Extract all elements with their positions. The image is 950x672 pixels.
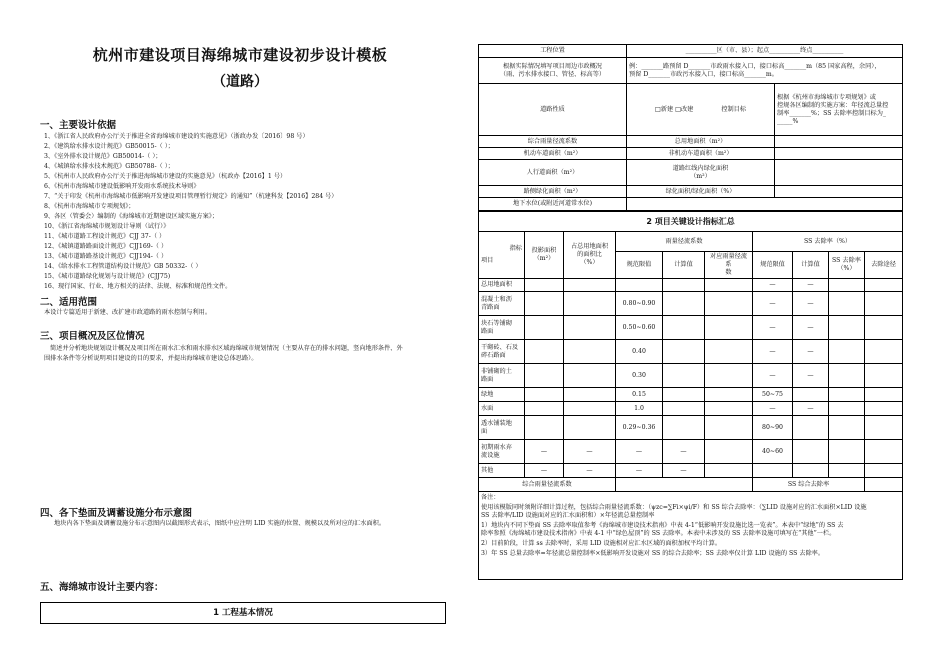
cell-dash: —	[564, 440, 616, 464]
row-label: 总用地面积	[479, 279, 525, 292]
col-item-bottom: 项目	[481, 257, 494, 264]
total-area-value[interactable]	[775, 136, 903, 148]
notes-line: 3）年 SS 总量去除率=年径流总量控制率×低影响开发设施对 SS 的综合去除率；SS 去除率仅计算 LID 设施的 SS 去除率。	[481, 550, 825, 557]
col-runoff-weight-line1: 对应雨量径流系	[709, 253, 748, 268]
green-in-redline-line1: 道路红线内绿化面积	[672, 164, 729, 172]
target-line4: _____%	[777, 117, 799, 125]
table-row	[479, 340, 903, 364]
basis-value	[627, 58, 903, 84]
row-label-line1: 块石等铺砌	[481, 319, 512, 327]
cell-ss-calc	[793, 388, 829, 402]
cell[interactable]	[525, 416, 564, 440]
sidewalk-area-label: 人行道面积（m²）	[479, 160, 627, 186]
groundwater-value[interactable]	[627, 198, 903, 211]
cell[interactable]	[705, 416, 753, 440]
col-ratio-line1: 占总用地面积	[570, 243, 609, 250]
cell[interactable]	[865, 316, 903, 340]
cell[interactable]	[564, 402, 616, 416]
row-label-line2: 碎石路面	[481, 351, 506, 359]
motor-lane-area-label: 机动车道面积（m²）	[479, 148, 627, 160]
cell[interactable]	[865, 440, 903, 464]
col-item	[479, 232, 525, 279]
basic-info-box: 1 工程基本情况	[40, 602, 446, 624]
table-row	[479, 292, 903, 316]
cell[interactable]	[564, 279, 616, 292]
location-value: __________区（市、县）；起点__________终点__________	[627, 45, 903, 58]
cell-ss-norm: 50~75	[753, 388, 793, 402]
non-motor-lane-area-value[interactable]	[775, 148, 903, 160]
cell[interactable]	[705, 340, 753, 364]
cell-dash: —	[525, 440, 564, 464]
cell[interactable]	[705, 316, 753, 340]
cell[interactable]	[829, 279, 865, 292]
row-label-line2: 路面	[481, 375, 494, 383]
col-ratio	[564, 232, 616, 279]
section-heading-2: 二、适用范围	[40, 297, 98, 308]
notes-line: 备注：	[481, 494, 500, 501]
col-ss-weight-line2: （%）	[837, 265, 856, 272]
cell[interactable]	[525, 292, 564, 316]
cell[interactable]	[865, 292, 903, 316]
scope-paragraph: 本设计专篇适用于新建、改扩建市政道路的雨水控制与利用。	[44, 309, 212, 316]
reference-item: 9、各区（管委会）编制的《海绵城市近期建设区域实施方案》；	[44, 213, 219, 220]
total-area-label: 总用地面积（m²）	[627, 136, 775, 148]
cell[interactable]	[663, 416, 705, 440]
cell[interactable]	[829, 364, 865, 388]
cell[interactable]	[865, 364, 903, 388]
col-ratio-line2: 的面积比	[577, 251, 602, 258]
cell-ss-calc: —	[793, 292, 829, 316]
cell-ss-norm	[753, 464, 793, 478]
col-ss-weight-line1: SS 去除率	[832, 257, 861, 264]
cell[interactable]	[865, 279, 903, 292]
col-runoff-norm: 规范限值	[616, 252, 663, 279]
reference-item: 5、《杭州市人民政府办公厅关于推进海绵城市建设的实施意见》（杭政办【2016】1 号）	[44, 173, 287, 180]
row-label-line2: 面	[481, 427, 488, 435]
doc-subtitle: （道路）	[212, 74, 268, 90]
runoff-coef-label: 综合雨量径流系数	[479, 136, 627, 148]
right-column	[478, 44, 902, 580]
cell[interactable]	[663, 364, 705, 388]
notes-line: 1）地块内不同下垫面 SS 去除率取值参考《海绵城市建设技术指南》中表 4-1“低影响开发设施比选一览表”。本表中“绿地”的 SS 去	[481, 522, 844, 529]
cell-ss-calc: —	[793, 364, 829, 388]
cell-ss-norm: 80~90	[753, 416, 793, 440]
cell[interactable]	[829, 464, 865, 478]
cell-ss-calc	[793, 416, 829, 440]
section-heading-4: 四、各下垫面及调蓄设施分布示意图	[40, 508, 193, 519]
table-row	[479, 388, 903, 402]
overview-paragraph-line1: 简述并分析地块规划设计概况及项目所在雨水汇水和雨水排水区域海绵城市规划情况（主要从存在的排水问题，竖向地形条件、外	[50, 345, 403, 352]
cell[interactable]	[865, 340, 903, 364]
row-label	[479, 292, 525, 316]
col-ratio-line3: （%）	[580, 259, 599, 266]
cell[interactable]	[865, 416, 903, 440]
cell-ss-norm: —	[753, 340, 793, 364]
reference-item: 11、《城市道路工程设计规范》CJJ 37-（ ）	[44, 233, 166, 240]
section-heading-1: 一、主要设计依据	[40, 120, 117, 131]
green-ratio-label: 绿化面积/绿化面积（%）	[627, 186, 775, 198]
col-runoff-calc: 计算值	[663, 252, 705, 279]
section-heading-5: 五、海绵城市设计主要内容：	[40, 582, 164, 593]
cell[interactable]	[829, 402, 865, 416]
col-area-line2: （m²）	[533, 255, 555, 262]
row-label-line1: 混凝土和沥	[481, 295, 512, 303]
cell-runoff-norm: 0.50~0.60	[616, 316, 663, 340]
cell-ss-norm: —	[753, 402, 793, 416]
table-row	[479, 364, 903, 388]
roadside-green-label: 路侧绿化面积（m²）	[479, 186, 627, 198]
cell-dash: —	[564, 464, 616, 478]
col-runoff-group: 雨量径流系数	[616, 232, 753, 252]
reference-item: 13、《城市道路路基设计规范》CJJ194-（ ）	[44, 253, 168, 260]
cell[interactable]	[829, 292, 865, 316]
cell[interactable]	[663, 292, 705, 316]
row-label	[479, 316, 525, 340]
cell[interactable]	[705, 402, 753, 416]
notes-line: 除率参照《海绵城市建设技术指南》中表 4-1 中“绿色屋顶”的 SS 去除率。本表中未涉及的 SS 去除率设施可填写在“其他”一栏。	[481, 530, 836, 537]
cell-ss-calc: —	[793, 402, 829, 416]
basic-info-table	[478, 44, 903, 211]
reference-item: 4、《城镇给水排水技术规范》GB50788-（ ）；	[44, 163, 174, 170]
notes-line: 2）目前阶段，计算 ss 去除率时，采用 LID 设施相对应汇水区域的面积加权平均计算。	[481, 540, 722, 547]
road-type-value	[627, 84, 775, 136]
cell-ss-norm: —	[753, 292, 793, 316]
cell-runoff-norm: —	[616, 440, 663, 464]
cell-ss-norm: —	[753, 364, 793, 388]
cell-ss-norm: —	[753, 316, 793, 340]
cell[interactable]	[865, 464, 903, 478]
row-label	[479, 440, 525, 464]
row-label-line2: 路面	[481, 327, 494, 335]
cell[interactable]	[829, 316, 865, 340]
cell[interactable]	[564, 416, 616, 440]
basis-label-line1: 根据实际情况填写项目周边市政概况	[503, 62, 602, 70]
overview-paragraph-line2: 围排水条件等分析说明项目建设的目的要求，并提出海绵城市建设总体思路）。	[44, 355, 258, 362]
cell[interactable]	[705, 292, 753, 316]
table-row-total	[479, 478, 903, 492]
cell[interactable]	[525, 364, 564, 388]
cell[interactable]	[829, 416, 865, 440]
cell[interactable]	[564, 340, 616, 364]
cell-ss-calc: —	[793, 340, 829, 364]
row-label-line2: 青路面	[481, 303, 500, 311]
total-runoff-value[interactable]	[616, 478, 753, 492]
cell[interactable]	[663, 388, 705, 402]
notes-line: SS 去除率/LID 设施面对应的汇水面积和）×年径流总量控制率	[481, 512, 655, 519]
col-ss-weight	[829, 252, 865, 279]
reference-item: 3、《室外排水设计规范》GB50014-（ ）；	[44, 153, 162, 160]
design-indicator-table	[478, 211, 903, 580]
reference-item: 15、《城市道路绿化规划与设计规范》(CJJ75)	[44, 273, 171, 280]
notes-line: 使用该模版同时须附详细计算过程，包括综合雨量径流系数：（ψzc=∑Fi×ψi/F）和 SS 综合去除率：（∑LID 设施对应的汇水面积×LID 设施	[481, 504, 867, 511]
col-ss-norm: 规范限值	[753, 252, 793, 279]
row-label: 其他	[479, 464, 525, 478]
cell[interactable]	[564, 364, 616, 388]
cell[interactable]	[525, 402, 564, 416]
col-area-line1: 投影面积	[531, 247, 557, 254]
cell-runoff-norm: 0.29~0.36	[616, 416, 663, 440]
col-item-top: 指标	[509, 245, 522, 252]
control-target-label: 控制目标	[721, 105, 747, 113]
row-label-line1: 干砌砖、石及	[481, 343, 519, 351]
basis-value-line1: 例：_______路预留 D_______市政雨水接入口，接口标高_______m（85 国家高程，余同），	[629, 62, 881, 70]
col-area	[525, 232, 564, 279]
cell-ss-calc	[793, 440, 829, 464]
col-runoff-weight-line2: 数	[725, 269, 732, 276]
cell[interactable]	[663, 340, 705, 364]
cell-dash: —	[663, 464, 705, 478]
reference-item: 7、“关于印发《杭州市海绵城市低影响开发建设项目管理暂行规定》的通知”（杭建科发【2016】284 号）	[44, 193, 338, 200]
reference-item: 10、《浙江省海绵城市规划设计导则（试行）》	[44, 223, 170, 230]
cell[interactable]	[705, 464, 753, 478]
reference-item: 8、《杭州市海绵城市专项规划》；	[44, 203, 135, 210]
table-row	[479, 440, 903, 464]
row-label: 水面	[479, 402, 525, 416]
cell-ss-calc	[793, 464, 829, 478]
layout-paragraph: 地块内各下垫面及调蓄设施分布示意图内以截图形式表示，图纸中应注明 LID 实施的位置、规模以及所对应的汇水面积。	[54, 520, 386, 527]
cell[interactable]	[705, 279, 753, 292]
row-label-line2: 流设施	[481, 451, 500, 459]
cell-runoff-norm: 0.40	[616, 340, 663, 364]
cell[interactable]	[705, 440, 753, 464]
road-type-checkboxes[interactable]: □新建 □改建	[654, 105, 694, 113]
section-heading-3: 三、项目概况及区位情况	[40, 331, 145, 342]
cell[interactable]	[564, 388, 616, 402]
cell[interactable]	[829, 340, 865, 364]
cell-dash: —	[525, 464, 564, 478]
basis-label	[479, 58, 627, 84]
cell-ss-norm: —	[753, 279, 793, 292]
green-in-redline-value[interactable]	[775, 160, 903, 186]
reference-list	[40, 132, 440, 292]
cell-runoff-norm: 1.0	[616, 402, 663, 416]
table-row	[479, 416, 903, 440]
row-label-line1: 初期雨水弃	[481, 443, 512, 451]
table-row	[479, 402, 903, 416]
cell-runoff-norm	[616, 279, 663, 292]
cell[interactable]	[663, 279, 705, 292]
cell[interactable]	[865, 388, 903, 402]
reference-item: 14、《给水排水工程管道结构设计规范》GB 50332-（ ）	[44, 263, 202, 270]
cell[interactable]	[564, 316, 616, 340]
cell-dash: —	[663, 440, 705, 464]
table-row	[479, 464, 903, 478]
cell[interactable]	[865, 402, 903, 416]
total-runoff-label: 综合雨量径流系数	[479, 478, 616, 492]
target-line1: 根据《杭州市海绵城市专项规划》或	[777, 93, 876, 101]
col-runoff-weight	[705, 252, 753, 279]
control-target-value	[775, 84, 903, 136]
row-label	[479, 340, 525, 364]
groundwater-label: 地下水位(或附近河道常水位)	[479, 198, 627, 211]
col-ss-route: 去除途径	[865, 252, 903, 279]
reference-item: 12、《城镇道路路面设计规范》CJJ169-（ ）	[44, 243, 168, 250]
cell[interactable]	[525, 388, 564, 402]
cell[interactable]	[663, 316, 705, 340]
cell[interactable]	[829, 440, 865, 464]
basis-value-line2: 预留 D_______市政污水接入口，接口标高_______m。	[629, 70, 778, 78]
non-motor-lane-area-label: 非机动车道面积（m²）	[627, 148, 775, 160]
green-in-redline-line2: （m²）	[690, 172, 711, 180]
cell[interactable]	[663, 402, 705, 416]
cell-ss-calc: —	[793, 316, 829, 340]
cell-runoff-norm: 0.80~0.90	[616, 292, 663, 316]
reference-item: 6、《杭州市海绵城市建设低影响开发雨水系统技术导则》	[44, 183, 200, 190]
total-ss-label: SS 综合去除率	[753, 478, 865, 492]
cell-runoff-norm: —	[616, 464, 663, 478]
cell-ss-calc: —	[793, 279, 829, 292]
reference-item: 16、现行国家、行业、地方相关的法律、法规、标准和规范性文件。	[44, 283, 232, 290]
cell[interactable]	[829, 388, 865, 402]
road-type-label: 道路性质	[479, 84, 627, 136]
green-ratio-value[interactable]	[775, 186, 903, 198]
cell[interactable]	[525, 316, 564, 340]
target-line3: 制率_______%；SS 去除率控制目标为_	[777, 109, 887, 117]
target-line2: 控规各区编制的实施方案：年径流总量控	[777, 101, 889, 109]
reference-item: 2、《建筑给水排水设计规范》GB50015-（ ）；	[44, 143, 174, 150]
cell[interactable]	[564, 292, 616, 316]
row-label-line1: 非铺砌的土	[481, 367, 512, 375]
cell-ss-norm: 40~60	[753, 440, 793, 464]
left-column	[40, 44, 440, 364]
cell[interactable]	[525, 340, 564, 364]
total-ss-value[interactable]	[865, 478, 903, 492]
cell[interactable]	[705, 364, 753, 388]
doc-title: 杭州市建设项目海绵城市建设初步设计模板	[92, 46, 388, 64]
table-row	[479, 279, 903, 292]
location-label: 工程位置	[479, 45, 627, 58]
reference-item: 1、《浙江省人民政府办公厅关于推进全省海绵城市建设的实施意见》（浙政办发〔2016〕98 号）	[44, 133, 309, 140]
col-ss-group: SS 去除率（%）	[753, 232, 903, 252]
indicator-table-title: 2 项目关键设计指标汇总	[479, 212, 903, 232]
table-row	[479, 316, 903, 340]
notes-cell	[479, 492, 903, 580]
basis-label-line2: （雨、污水排水接口、管径、标高等）	[499, 70, 606, 78]
row-label: 绿地	[479, 388, 525, 402]
row-label	[479, 416, 525, 440]
cell-runoff-norm: 0.15	[616, 388, 663, 402]
cell-runoff-norm: 0.30	[616, 364, 663, 388]
cell[interactable]	[525, 279, 564, 292]
row-label	[479, 364, 525, 388]
cell[interactable]	[705, 388, 753, 402]
col-ss-calc: 计算值	[793, 252, 829, 279]
row-label-line1: 透水铺装地	[481, 419, 512, 427]
green-in-redline-label	[627, 160, 775, 186]
